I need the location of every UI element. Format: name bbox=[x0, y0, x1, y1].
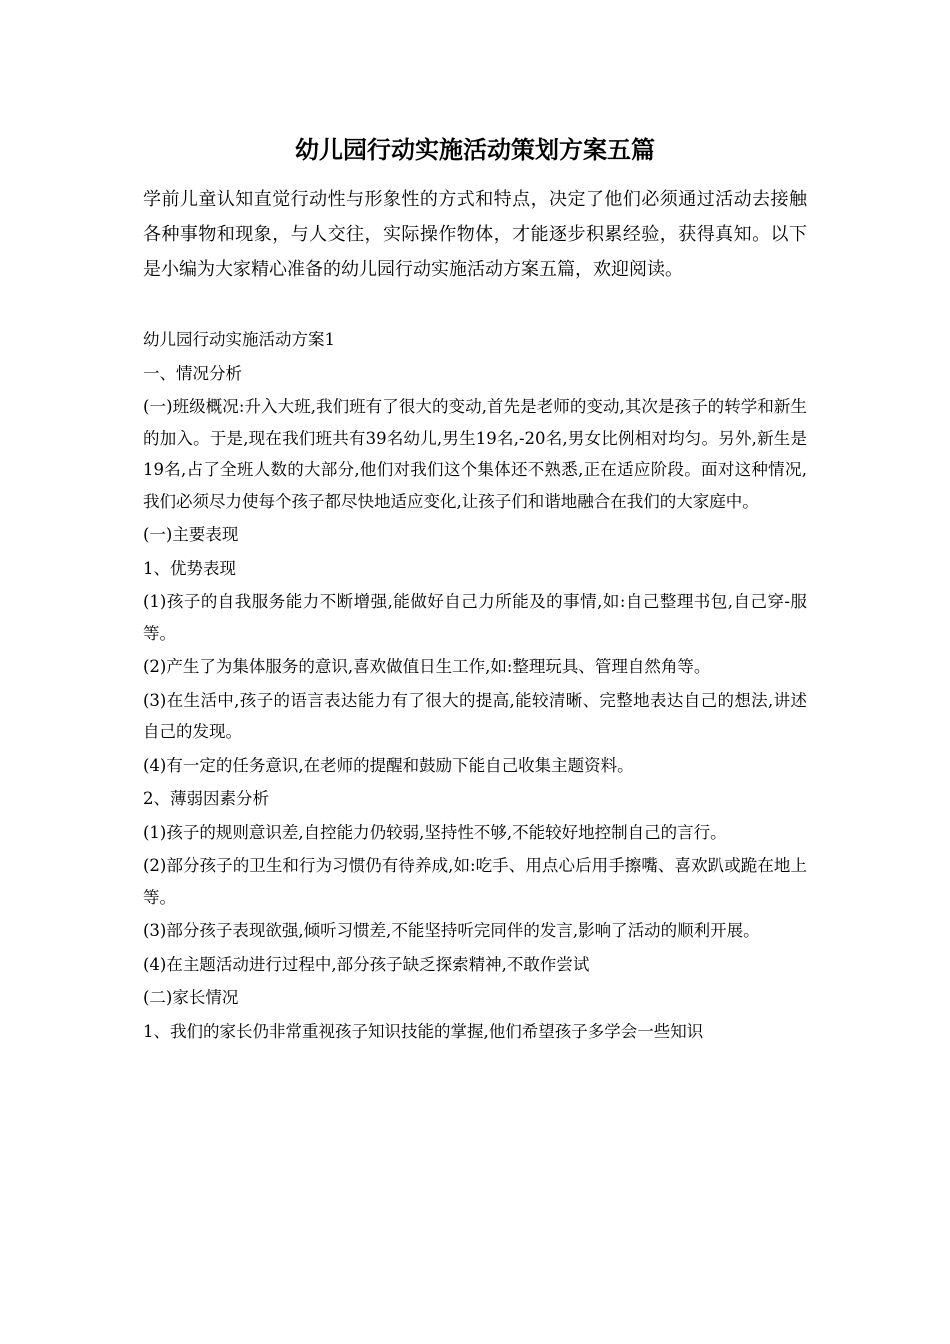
body-paragraph: (2)产生了为集体服务的意识,喜欢做值日生工作,如:整理玩具、管理自然角等。 bbox=[143, 657, 711, 676]
document-title: 幼儿园行动实施活动策划方案五篇 bbox=[295, 135, 655, 164]
body-paragraph: (3)部分孩子表现欲强,倾听习惯差,不能坚持听完同伴的发言,影响了活动的顺利开展。 bbox=[143, 921, 760, 940]
body-paragraph: (1)孩子的自我服务能力不断增强,能做好自己力所能及的事情,如:自己整理书包,自己穿-服等。 bbox=[143, 592, 807, 643]
body-paragraph: 一、情况分析 bbox=[143, 363, 242, 383]
intro-paragraph: 学前儿童认知直觉行动性与形象性的方式和特点，决定了他们必须通过活动去接触各种事物和现象，与人交往，实际操作物体，才能逐步积累经验，获得真知。以下是小编为大家精心准备的幼儿园行动实施活动方案五篇，欢迎阅读。 bbox=[143, 189, 807, 280]
body-paragraph: (4)有一定的任务意识,在老师的提醒和鼓励下能自己收集主题资料。 bbox=[143, 755, 634, 775]
paragraph-gap bbox=[143, 287, 807, 324]
body-paragraph: 1、我们的家长仍非常重视孩子知识技能的掌握,他们希望孩子多学会一些知识 bbox=[143, 1021, 704, 1041]
body-paragraph: 幼儿园行动实施活动方案1 bbox=[143, 330, 335, 349]
body-paragraph: (一)主要表现 bbox=[143, 525, 239, 544]
body-paragraph: (4)在主题活动进行过程中,部分孩子缺乏探索精神,不敢作尝试 bbox=[143, 954, 590, 974]
body-paragraph: 1、优势表现 bbox=[143, 558, 236, 578]
body-paragraph: (一)班级概况:升入大班,我们班有了很大的变动,首先是老师的变动,其次是孩子的转学和新生的加入。于是,现在我们班共有39名幼儿,男生19名,-20名,男女比例相对均匀。另外,新生是19名,占了全班人数的大部分,他们对我们这个集体还不熟悉,正在适应阶段。面对这种情况,我们必须尽力使每个孩子都尽快地适应变化,让孩子们和谐地融合在我们的大家庭中。 bbox=[143, 397, 807, 511]
body-paragraph: 2、薄弱因素分析 bbox=[143, 789, 269, 808]
body-paragraph: (2)部分孩子的卫生和行为习惯仍有待养成,如:吃手、用点心后用手擦嘴、喜欢趴或跪在地上等。 bbox=[143, 856, 807, 907]
document-body bbox=[143, 182, 807, 1049]
paragraph-list bbox=[143, 324, 807, 1047]
body-paragraph: (3)在生活中,孩子的语言表达能力有了很大的提高,能较清晰、完整地表达自己的想法,讲述自己的发现。 bbox=[143, 690, 807, 741]
body-paragraph: (1)孩子的规则意识差,自控能力仍较弱,坚持性不够,不能较好地控制自己的言行。 bbox=[143, 822, 727, 842]
body-paragraph: (二)家长情况 bbox=[143, 988, 239, 1007]
